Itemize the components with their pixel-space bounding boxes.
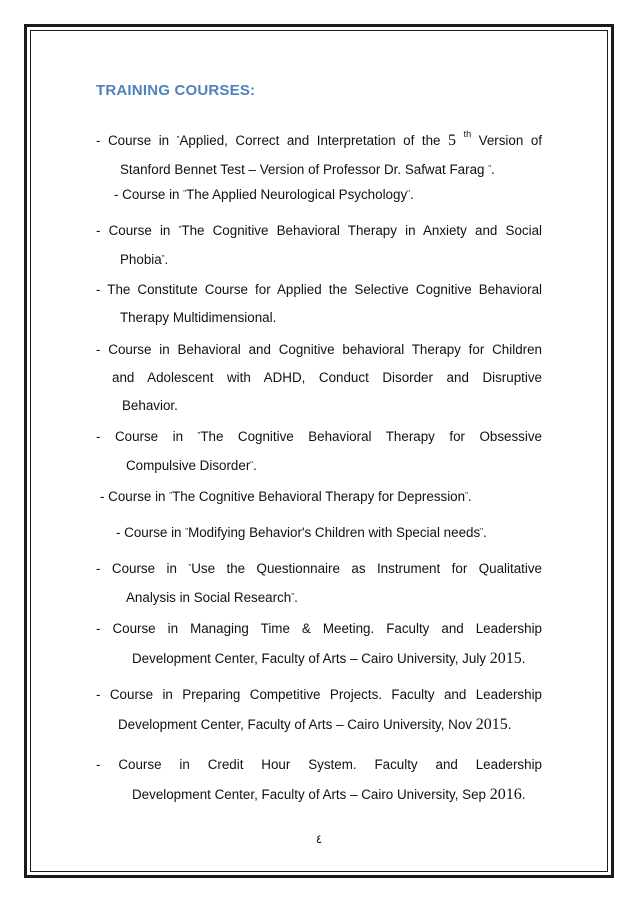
course-item [96, 554, 542, 612]
course-line: Therapy Multidimensional. [120, 310, 277, 325]
course-item [96, 336, 542, 420]
course-line: - Course in "Modifying Behavior's Children with Special needs". [116, 525, 487, 540]
section-heading: TRAINING COURSES: [96, 82, 256, 99]
course-line: Stanford Bennet Test – Version of Professor Dr. Safwat Farag ". [120, 162, 495, 177]
course-item [100, 482, 546, 511]
course-line: Development Center, Faculty of Arts – Cairo University, Sep 2016. [132, 786, 526, 803]
course-line: - Course in Managing Time & Meeting. Faculty and Leadership [96, 621, 542, 636]
course-line: - Course in "The Cognitive Behavioral Therapy in Anxiety and Social [96, 223, 542, 238]
course-item [96, 422, 542, 480]
course-item [96, 614, 542, 674]
course-item [96, 276, 542, 332]
course-line: - Course in "Applied, Correct and Interpretation of the 5 $^{th}$ Version of [96, 129, 542, 149]
page-number: ٤ [315, 832, 323, 846]
course-item [96, 216, 542, 274]
course-line: - Course in "The Cognitive Behavioral Therapy for Depression". [100, 489, 472, 504]
course-line: - Course in "The Applied Neurological Psychology". [114, 187, 414, 202]
course-line: - Course in Preparing Competitive Projects. Faculty and Leadership [96, 687, 542, 702]
course-item [114, 180, 560, 209]
course-line: Development Center, Faculty of Arts – Cairo University, Nov 2015. [118, 716, 512, 733]
course-item [116, 518, 562, 547]
course-line: Behavior. [122, 398, 178, 413]
course-line: Compulsive Disorder". [126, 458, 257, 473]
course-line: - Course in Credit Hour System. Faculty and Leadership [96, 757, 542, 772]
course-item [96, 120, 542, 184]
course-line: - Course in Behavioral and Cognitive behavioral Therapy for Children [96, 342, 542, 357]
course-line: Analysis in Social Research". [126, 590, 298, 605]
course-line: and Adolescent with ADHD, Conduct Disorder and Disruptive [112, 370, 542, 385]
course-line: - Course in "Use the Questionnaire as Instrument for Qualitative [96, 561, 542, 576]
course-line: - The Constitute Course for Applied the Selective Cognitive Behavioral [96, 282, 542, 297]
course-line: Phobia". [120, 252, 169, 267]
course-item [96, 750, 542, 810]
course-item [96, 680, 542, 740]
course-line: Development Center, Faculty of Arts – Cairo University, July 2015. [132, 650, 526, 667]
course-line: - Course in "The Cognitive Behavioral Therapy for Obsessive [96, 429, 542, 444]
